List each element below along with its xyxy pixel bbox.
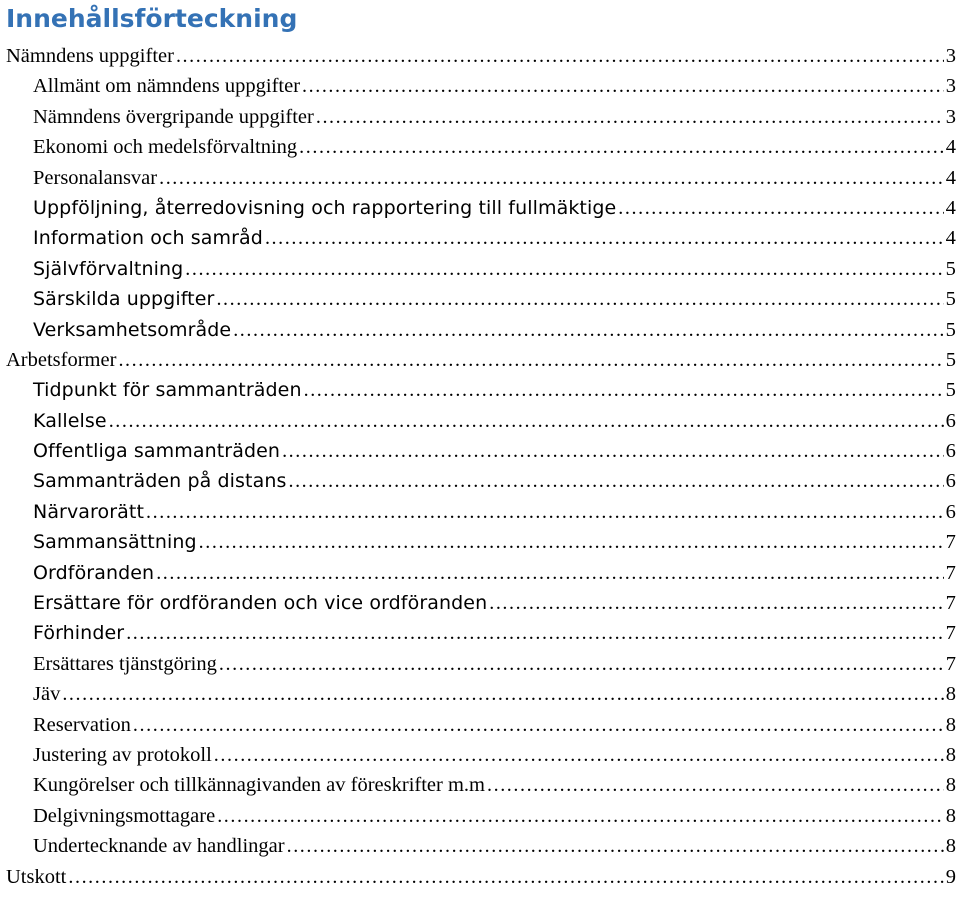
toc-dot-leader xyxy=(316,102,944,132)
toc-dot-leader xyxy=(299,132,944,162)
toc-entry-page-number: 6 xyxy=(945,409,956,432)
toc-entry-title: Information och samråd xyxy=(33,227,263,250)
toc-dot-leader xyxy=(489,588,943,618)
toc-dot-leader xyxy=(282,436,944,466)
toc-entry-page-number: 8 xyxy=(945,713,956,736)
toc-entry[interactable] xyxy=(0,41,960,71)
toc-entry[interactable] xyxy=(0,588,960,618)
toc-entry-page-number: 6 xyxy=(945,500,956,523)
toc-dot-leader xyxy=(287,831,944,861)
toc-entry-page-number: 9 xyxy=(945,865,956,888)
toc-entry[interactable] xyxy=(0,740,960,770)
toc-dot-leader xyxy=(487,770,944,800)
toc-entry-page-number: 3 xyxy=(945,105,956,128)
toc-entry-page-number: 3 xyxy=(945,45,956,67)
toc-dot-leader xyxy=(68,862,943,892)
toc-entry-title: Sammanträden på distans xyxy=(33,470,287,493)
toc-entry-page-number: 4 xyxy=(945,227,956,250)
toc-entry-page-number: 7 xyxy=(945,592,956,615)
toc-entry-page-number: 5 xyxy=(945,379,956,402)
toc-dot-leader xyxy=(233,315,943,345)
toc-entry[interactable] xyxy=(0,406,960,436)
toc-entry[interactable] xyxy=(0,618,960,648)
toc-entry[interactable] xyxy=(0,801,960,831)
toc-entry-page-number: 7 xyxy=(945,622,956,645)
toc-dot-leader xyxy=(159,163,944,193)
toc-entry-title: Självförvaltning xyxy=(33,257,184,280)
toc-entry[interactable] xyxy=(0,345,960,375)
toc-entry[interactable] xyxy=(0,375,960,405)
toc-entry-title: Uppföljning, återredovisning och rapportering till fullmäktige xyxy=(33,196,617,219)
toc-entry-title: Delgivningsmottagare xyxy=(33,804,216,827)
toc-dot-leader xyxy=(199,527,944,557)
toc-dot-leader xyxy=(176,41,944,71)
toc-entry-title: Verksamhetsområde xyxy=(33,318,232,341)
toc-dot-leader xyxy=(302,71,944,101)
toc-entry[interactable] xyxy=(0,254,960,284)
toc-entry-page-number: 7 xyxy=(945,531,956,554)
toc-entry-title: Nämndens uppgifter xyxy=(6,45,174,67)
toc-entry-title: Kallelse xyxy=(33,409,107,432)
toc-entry[interactable] xyxy=(0,649,960,679)
toc-dot-leader xyxy=(304,375,944,405)
toc-entry[interactable] xyxy=(0,679,960,709)
toc-entry[interactable] xyxy=(0,497,960,527)
toc-dot-leader xyxy=(156,558,943,588)
toc-entry[interactable] xyxy=(0,315,960,345)
toc-dot-leader xyxy=(288,466,943,496)
toc-entry[interactable] xyxy=(0,862,960,892)
toc-entry-title: Personalansvar xyxy=(33,166,158,189)
toc-entry-title: Undertecknande av handlingar xyxy=(33,835,285,858)
toc-entry[interactable] xyxy=(0,71,960,101)
toc-dot-leader xyxy=(219,649,944,679)
toc-entry-title: Reservation xyxy=(33,713,131,736)
toc-heading: Innehållsförteckning xyxy=(6,4,298,33)
toc-entry[interactable] xyxy=(0,223,960,253)
toc-entry-page-number: 6 xyxy=(945,440,956,463)
toc-dot-leader xyxy=(214,740,944,770)
toc-entry-title: Jäv xyxy=(33,683,61,706)
toc-entry[interactable] xyxy=(0,558,960,588)
toc-entry-title: Arbetsformer xyxy=(6,348,117,371)
toc-entry[interactable] xyxy=(0,284,960,314)
toc-dot-leader xyxy=(217,801,944,831)
toc-entry-page-number: 5 xyxy=(945,348,956,371)
toc-entry-title: Sammansättning xyxy=(33,531,197,554)
toc-entry-page-number: 8 xyxy=(945,804,956,827)
toc-entry-title: Ersättare för ordföranden och vice ordföranden xyxy=(33,592,488,615)
toc-dot-leader xyxy=(618,193,943,223)
toc-entry-page-number: 4 xyxy=(945,166,956,189)
toc-entry-page-number: 8 xyxy=(945,683,956,706)
toc-entry[interactable] xyxy=(0,193,960,223)
toc-list xyxy=(0,41,960,892)
toc-entry-title: Ekonomi och medelsförvaltning xyxy=(33,136,298,159)
toc-entry-page-number: 4 xyxy=(945,136,956,159)
toc-entry-title: Tidpunkt för sammanträden xyxy=(33,379,302,402)
toc-entry[interactable] xyxy=(0,710,960,740)
toc-dot-leader xyxy=(109,406,944,436)
toc-dot-leader xyxy=(185,254,943,284)
toc-entry[interactable] xyxy=(0,436,960,466)
toc-entry-page-number: 5 xyxy=(945,257,956,280)
toc-entry-title: Utskott xyxy=(6,865,67,888)
toc-entry-page-number: 6 xyxy=(945,470,956,493)
toc-entry-page-number: 4 xyxy=(945,196,956,219)
toc-entry-title: Justering av protokoll xyxy=(33,743,212,766)
toc-entry-title: Närvarorätt xyxy=(33,500,145,523)
toc-entry-title: Ersättares tjänstgöring xyxy=(33,652,217,675)
toc-dot-leader xyxy=(126,618,943,648)
toc-entry-page-number: 8 xyxy=(945,743,956,766)
toc-entry-title: Förhinder xyxy=(33,622,125,645)
toc-entry[interactable] xyxy=(0,527,960,557)
toc-entry[interactable] xyxy=(0,163,960,193)
toc-entry-page-number: 7 xyxy=(945,561,956,584)
toc-entry-page-number: 8 xyxy=(945,774,956,797)
toc-entry-title: Ordföranden xyxy=(33,561,155,584)
toc-dot-leader xyxy=(62,679,943,709)
toc-entry[interactable] xyxy=(0,132,960,162)
toc-dot-leader xyxy=(133,710,944,740)
toc-entry-title: Nämndens övergripande uppgifter xyxy=(33,105,314,128)
toc-entry[interactable] xyxy=(0,770,960,800)
toc-entry-title: Kungörelser och tillkännagivanden av föreskrifter m.m xyxy=(33,774,485,797)
toc-dot-leader xyxy=(118,345,943,375)
toc-entry-page-number: 5 xyxy=(945,288,956,311)
toc-entry[interactable] xyxy=(0,831,960,861)
toc-entry[interactable] xyxy=(0,102,960,132)
toc-entry-page-number: 8 xyxy=(945,835,956,858)
toc-entry-page-number: 5 xyxy=(945,318,956,341)
toc-entry-title: Allmänt om nämndens uppgifter xyxy=(33,75,301,98)
toc-entry-page-number: 7 xyxy=(945,652,956,675)
toc-dot-leader xyxy=(216,284,943,314)
toc-dot-leader xyxy=(265,223,944,253)
toc-dot-leader xyxy=(146,497,944,527)
toc-entry-title: Offentliga sammanträden xyxy=(33,440,281,463)
toc-entry-title: Särskilda uppgifter xyxy=(33,288,215,311)
toc-entry-page-number: 3 xyxy=(945,75,956,98)
toc-entry[interactable] xyxy=(0,466,960,496)
